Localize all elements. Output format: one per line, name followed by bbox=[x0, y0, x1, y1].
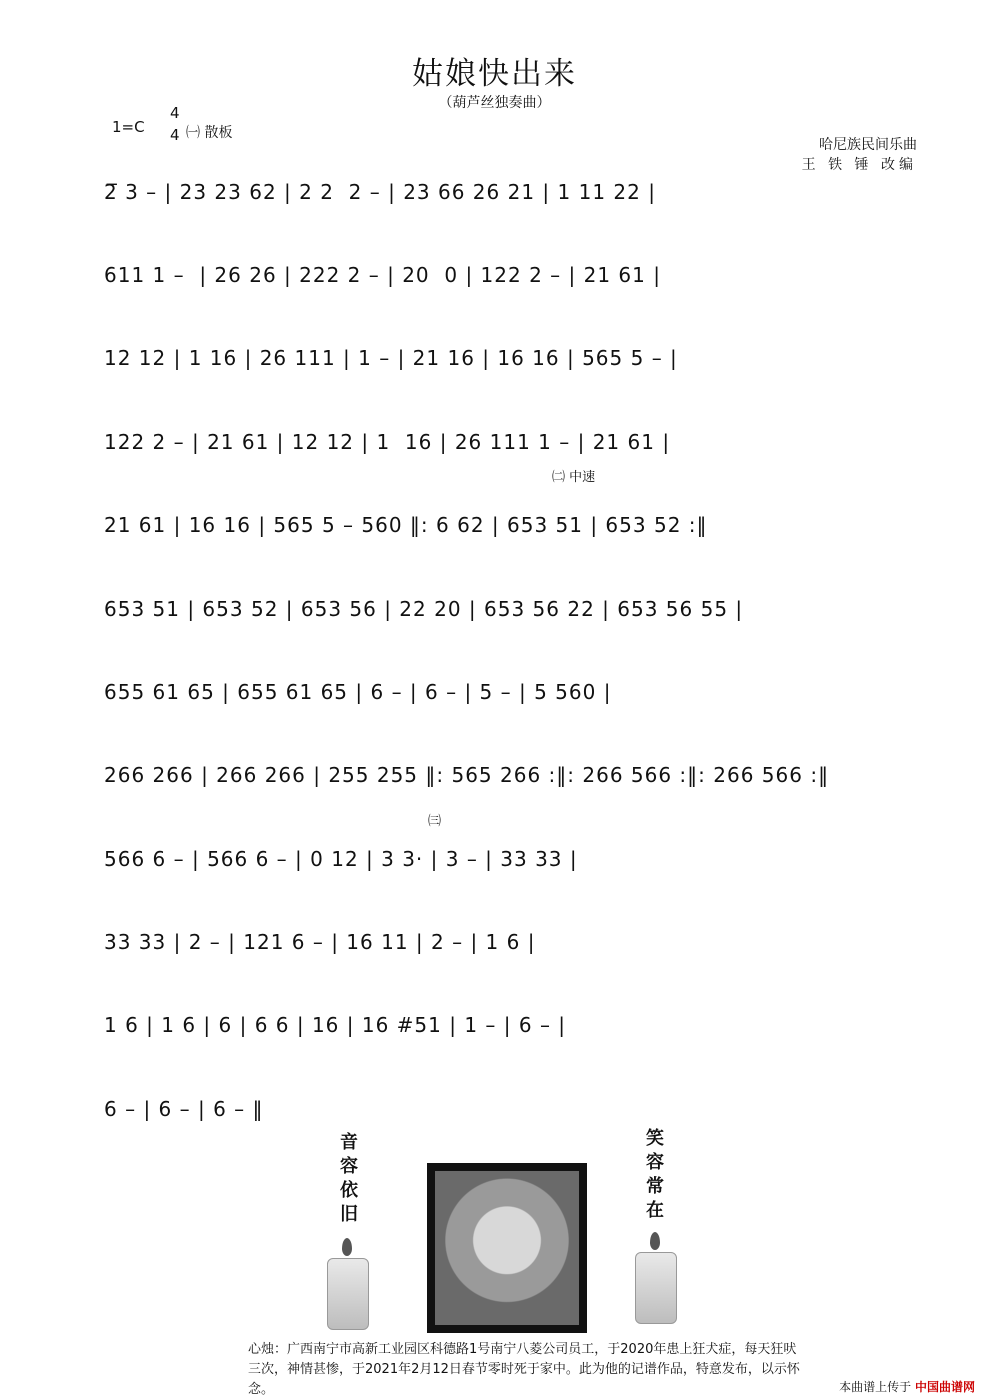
score-row-notes: 653 51 | 653 52 | 653 56 | 22 20 | 653 56 22 | 653 56 55 | bbox=[104, 597, 744, 621]
candle-flame-icon bbox=[342, 1238, 352, 1256]
score-row-notes: 21 61 | 16 16 | 565 5 – 560 ‖: 6 62 | 653 51 | 653 52 :‖ bbox=[104, 513, 708, 537]
memorial-text: 心烛：广西南宁市高新工业园区科德路1号南宁八菱公司员工，于2020年患上狂犬症，每天狂吠三次，神情甚惨，于2021年2月12日春节零时死于家中。此为他的记谱作品，特意发布，以示怀念。 bbox=[248, 1342, 800, 1397]
score-row-notes: 12 12 | 1 16 | 26 111 | 1 – | 21 16 | 16 16 | 565 5 – | bbox=[104, 346, 678, 370]
footer-upload-note bbox=[839, 1378, 975, 1395]
score-subtitle: （葫芦丝独奏曲） bbox=[438, 95, 551, 111]
time-signature-top: 4 bbox=[170, 104, 180, 122]
memorial-photo-frame bbox=[427, 1163, 587, 1333]
section-2-marking: ㈡ 中速 bbox=[552, 470, 596, 485]
score-row-notes: 655 61 65 | 655 61 65 | 6 – | 6 – | 5 – | 5 560 | bbox=[104, 680, 612, 704]
score-row-notes: 2̅ 3 – | 23 23 62 | 2 2 2 – | 23 66 26 21 | 1 11 22 | bbox=[104, 180, 656, 204]
arranger: 王 铁 锤 改编 bbox=[801, 157, 917, 173]
tempo-marking: ㈠ 散板 bbox=[186, 125, 233, 141]
footer-upload-text: 本曲谱上传于 bbox=[839, 1380, 912, 1394]
memorial-left-text: 音容依旧 bbox=[337, 1132, 358, 1228]
footer-site-logo[interactable]: 中国曲谱网 bbox=[914, 1380, 975, 1394]
score-row-notes: 122 2 – | 21 61 | 12 12 | 1 16 | 26 111 1 – | 21 61 | bbox=[104, 430, 671, 454]
section-3-marking: ㈢ bbox=[428, 814, 442, 829]
score-row-notes: 611 1 – | 26 26 | 222 2 – | 20 0 | 122 2 – | 21 61 | bbox=[104, 263, 661, 287]
memorial-right-text: 笑容常在 bbox=[643, 1128, 664, 1224]
score-row-notes: 33 33 | 2 – | 121 6 – | 16 11 | 2 – | 1 6 | bbox=[104, 930, 536, 954]
score-row-notes: 1 6 | 1 6 | 6 | 6 6 | 16 | 16 #51 | 1 – | 6 – | bbox=[104, 1013, 567, 1037]
composer: 哈尼族民间乐曲 bbox=[819, 137, 917, 153]
candle-flame-icon bbox=[650, 1232, 660, 1250]
candle-left-icon bbox=[327, 1258, 369, 1330]
score-row-notes: 266 266 | 266 266 | 255 255 ‖: 565 266 :‖: 266 566 :‖: 266 566 :‖ bbox=[104, 763, 830, 787]
score-row-notes: 6 – | 6 – | 6 – ‖ bbox=[104, 1097, 264, 1121]
time-signature-bottom: 4 bbox=[170, 126, 180, 144]
key-signature: 1=C bbox=[112, 118, 145, 136]
score-row-notes: 566 6 – | 566 6 – | 0 12 | 3 3· | 3 – | 33 33 | bbox=[104, 847, 578, 871]
score-title: 姑娘快出来 bbox=[412, 56, 577, 92]
memorial-photo bbox=[435, 1171, 579, 1325]
candle-right-icon bbox=[635, 1252, 677, 1324]
